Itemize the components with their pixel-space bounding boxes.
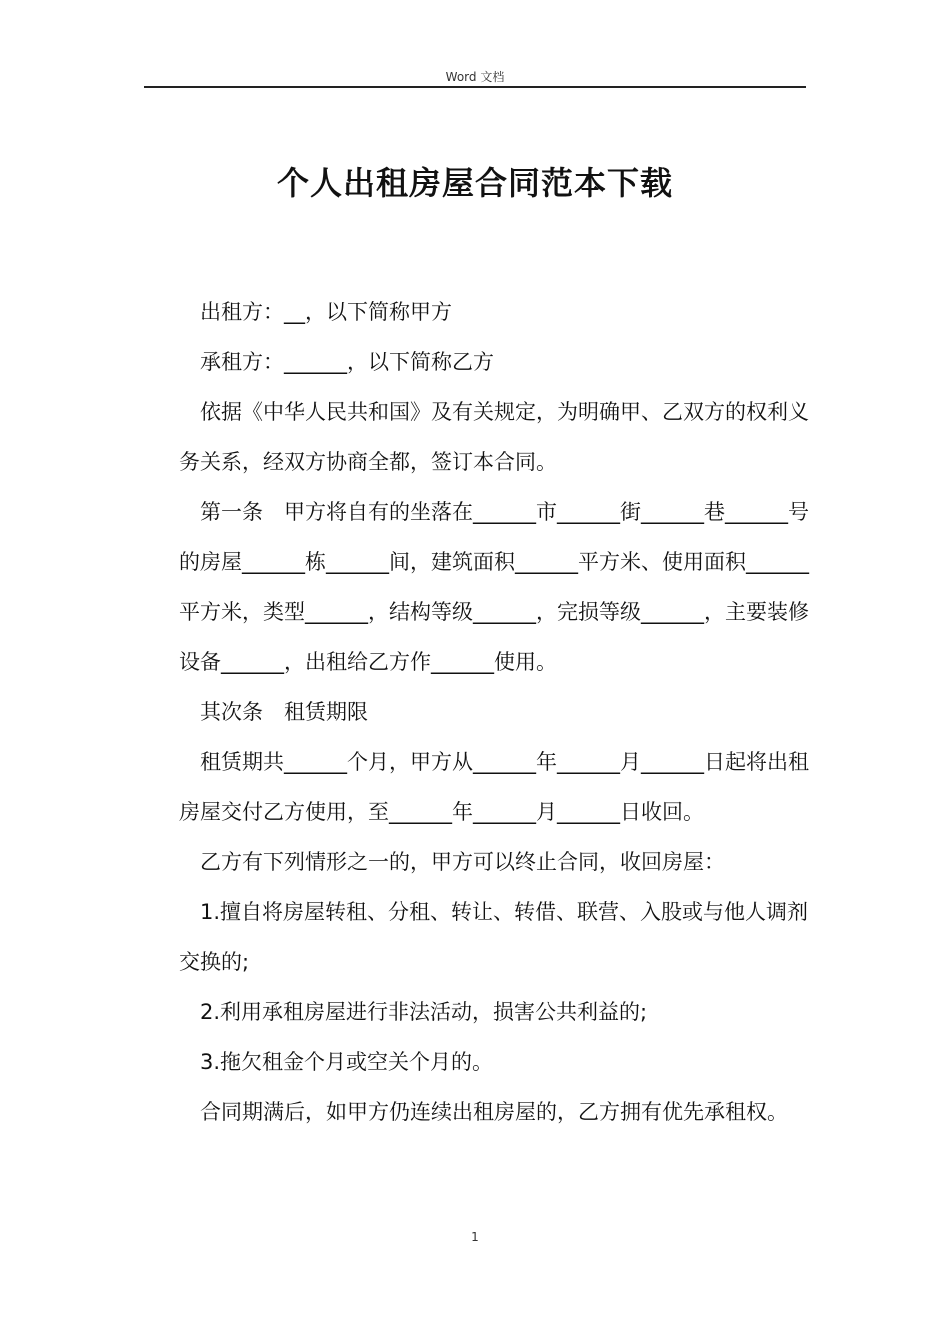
paragraph-lease-term: 租赁期共______个月，甲方从______年______月______日起将出租房屋交付乙方使用，至______年______月______日收回。: [179, 750, 809, 824]
paragraph-preamble: 依据《中华人民共和国》及有关规定，为明确甲、乙双方的权利义务关系，经双方协商全都，签订本合同。: [179, 400, 809, 474]
header-divider: [144, 86, 806, 88]
page-header: Word 文档: [445, 70, 505, 84]
paragraph-article-1: 第一条 甲方将自有的坐落在______市______街______巷______号的房屋______栋______间，建筑面积______平方米、使用面积______平方米，类型______，结构等级______，完损等级______，主要装修设备______，出租给乙方作______使用。: [179, 500, 809, 674]
paragraph-termination-item-2: 2.利用承租房屋进行非法活动，损害公共利益的;: [200, 1000, 648, 1024]
document-body: [179, 287, 809, 1137]
paragraph-article-2-heading: 其次条 租赁期限: [200, 700, 368, 724]
paragraph-lessor: 出租方：__，以下简称甲方: [200, 300, 452, 324]
paragraph-termination-item-1: 1.擅自将房屋转租、分租、转让、转借、联营、入股或与他人调剂交换的;: [179, 900, 809, 974]
document-title: 个人出租房屋合同范本下载: [276, 164, 673, 202]
page-number: 1: [471, 1230, 479, 1244]
paragraph-termination-intro: 乙方有下列情形之一的，甲方可以终止合同，收回房屋：: [200, 850, 725, 874]
paragraph-termination-item-3: 3.拖欠租金个月或空关个月的。: [200, 1050, 494, 1074]
paragraph-renewal-priority: 合同期满后，如甲方仍连续出租房屋的，乙方拥有优先承租权。: [200, 1100, 788, 1124]
paragraph-lessee: 承租方：______，以下简称乙方: [200, 350, 494, 374]
